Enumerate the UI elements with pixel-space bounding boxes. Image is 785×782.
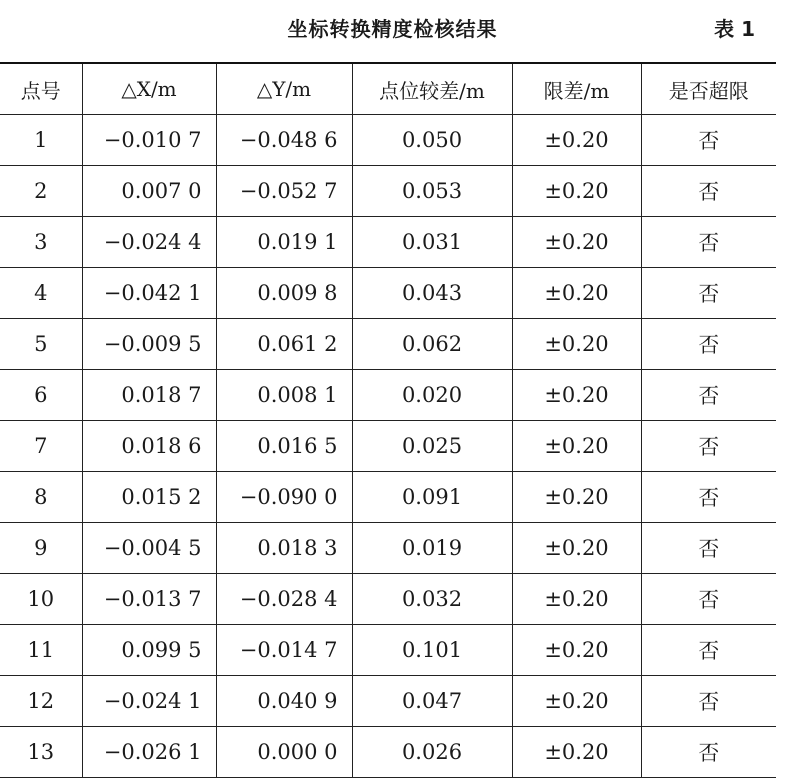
cell-tolerance: ±0.20	[512, 421, 641, 472]
cell-over-limit: 否	[641, 523, 776, 574]
cell-delta-x: 0.099 5	[82, 625, 216, 676]
header-point-diff: 点位较差/m	[352, 63, 512, 115]
cell-delta-x: 0.015 2	[82, 472, 216, 523]
cell-point-no: 11	[0, 625, 82, 676]
table-row	[0, 370, 776, 421]
cell-delta-x: −0.013 7	[82, 574, 216, 625]
table-row	[0, 472, 776, 523]
cell-delta-x: −0.024 1	[82, 676, 216, 727]
cell-tolerance: ±0.20	[512, 115, 641, 166]
cell-delta-y: −0.014 7	[216, 625, 352, 676]
table-row	[0, 217, 776, 268]
cell-delta-y: −0.028 4	[216, 574, 352, 625]
table-row	[0, 319, 776, 370]
cell-point-no: 1	[0, 115, 82, 166]
header-tolerance: 限差/m	[512, 63, 641, 115]
cell-delta-y: 0.040 9	[216, 676, 352, 727]
table-row	[0, 676, 776, 727]
table-row	[0, 574, 776, 625]
cell-point-diff: 0.101	[352, 625, 512, 676]
cell-delta-x: −0.004 5	[82, 523, 216, 574]
cell-point-no: 8	[0, 472, 82, 523]
cell-point-diff: 0.020	[352, 370, 512, 421]
table-title: 坐标转换精度检核结果	[287, 17, 498, 41]
cell-tolerance: ±0.20	[512, 523, 641, 574]
cell-point-diff: 0.047	[352, 676, 512, 727]
table-header	[0, 63, 776, 115]
cell-tolerance: ±0.20	[512, 217, 641, 268]
cell-point-no: 13	[0, 727, 82, 778]
cell-tolerance: ±0.20	[512, 472, 641, 523]
cell-point-no: 5	[0, 319, 82, 370]
table-row	[0, 727, 776, 778]
cell-over-limit: 否	[641, 472, 776, 523]
cell-over-limit: 否	[641, 625, 776, 676]
cell-point-no: 10	[0, 574, 82, 625]
table-body	[0, 115, 776, 778]
cell-tolerance: ±0.20	[512, 625, 641, 676]
header-over-limit: 是否超限	[641, 63, 776, 115]
cell-over-limit: 否	[641, 574, 776, 625]
cell-delta-y: 0.000 0	[216, 727, 352, 778]
cell-delta-x: −0.026 1	[82, 727, 216, 778]
cell-point-no: 3	[0, 217, 82, 268]
header-delta-y: △Y/m	[216, 63, 352, 115]
cell-delta-y: 0.019 1	[216, 217, 352, 268]
cell-over-limit: 否	[641, 268, 776, 319]
cell-delta-x: −0.024 4	[82, 217, 216, 268]
cell-point-no: 6	[0, 370, 82, 421]
table-row	[0, 115, 776, 166]
cell-delta-x: 0.018 6	[82, 421, 216, 472]
header-point-no: 点号	[0, 63, 82, 115]
table-row	[0, 523, 776, 574]
header-delta-x: △X/m	[82, 63, 216, 115]
cell-tolerance: ±0.20	[512, 727, 641, 778]
cell-delta-x: −0.009 5	[82, 319, 216, 370]
table-caption	[0, 0, 785, 58]
cell-point-diff: 0.043	[352, 268, 512, 319]
cell-point-no: 9	[0, 523, 82, 574]
cell-point-no: 4	[0, 268, 82, 319]
cell-point-diff: 0.062	[352, 319, 512, 370]
cell-delta-x: −0.010 7	[82, 115, 216, 166]
cell-point-no: 12	[0, 676, 82, 727]
cell-delta-y: 0.018 3	[216, 523, 352, 574]
cell-point-diff: 0.025	[352, 421, 512, 472]
cell-delta-y: −0.052 7	[216, 166, 352, 217]
cell-point-diff: 0.050	[352, 115, 512, 166]
cell-delta-x: −0.042 1	[82, 268, 216, 319]
cell-over-limit: 否	[641, 115, 776, 166]
table-row	[0, 268, 776, 319]
cell-over-limit: 否	[641, 166, 776, 217]
cell-point-diff: 0.032	[352, 574, 512, 625]
table-row	[0, 625, 776, 676]
cell-point-diff: 0.019	[352, 523, 512, 574]
cell-point-diff: 0.031	[352, 217, 512, 268]
cell-delta-y: 0.061 2	[216, 319, 352, 370]
cell-point-diff: 0.026	[352, 727, 512, 778]
cell-delta-y: −0.048 6	[216, 115, 352, 166]
cell-tolerance: ±0.20	[512, 574, 641, 625]
cell-point-diff: 0.053	[352, 166, 512, 217]
cell-over-limit: 否	[641, 319, 776, 370]
header-row	[0, 63, 776, 115]
table-number: 表 1	[714, 17, 755, 41]
cell-over-limit: 否	[641, 676, 776, 727]
cell-over-limit: 否	[641, 370, 776, 421]
cell-tolerance: ±0.20	[512, 319, 641, 370]
table-row	[0, 166, 776, 217]
cell-delta-x: 0.007 0	[82, 166, 216, 217]
cell-over-limit: 否	[641, 217, 776, 268]
table-row	[0, 421, 776, 472]
cell-delta-y: 0.009 8	[216, 268, 352, 319]
cell-point-diff: 0.091	[352, 472, 512, 523]
cell-point-no: 7	[0, 421, 82, 472]
cell-delta-y: −0.090 0	[216, 472, 352, 523]
cell-tolerance: ±0.20	[512, 268, 641, 319]
cell-delta-y: 0.016 5	[216, 421, 352, 472]
accuracy-check-table	[0, 62, 776, 778]
cell-delta-y: 0.008 1	[216, 370, 352, 421]
cell-point-no: 2	[0, 166, 82, 217]
cell-tolerance: ±0.20	[512, 166, 641, 217]
cell-tolerance: ±0.20	[512, 370, 641, 421]
cell-tolerance: ±0.20	[512, 676, 641, 727]
cell-over-limit: 否	[641, 727, 776, 778]
cell-delta-x: 0.018 7	[82, 370, 216, 421]
cell-over-limit: 否	[641, 421, 776, 472]
